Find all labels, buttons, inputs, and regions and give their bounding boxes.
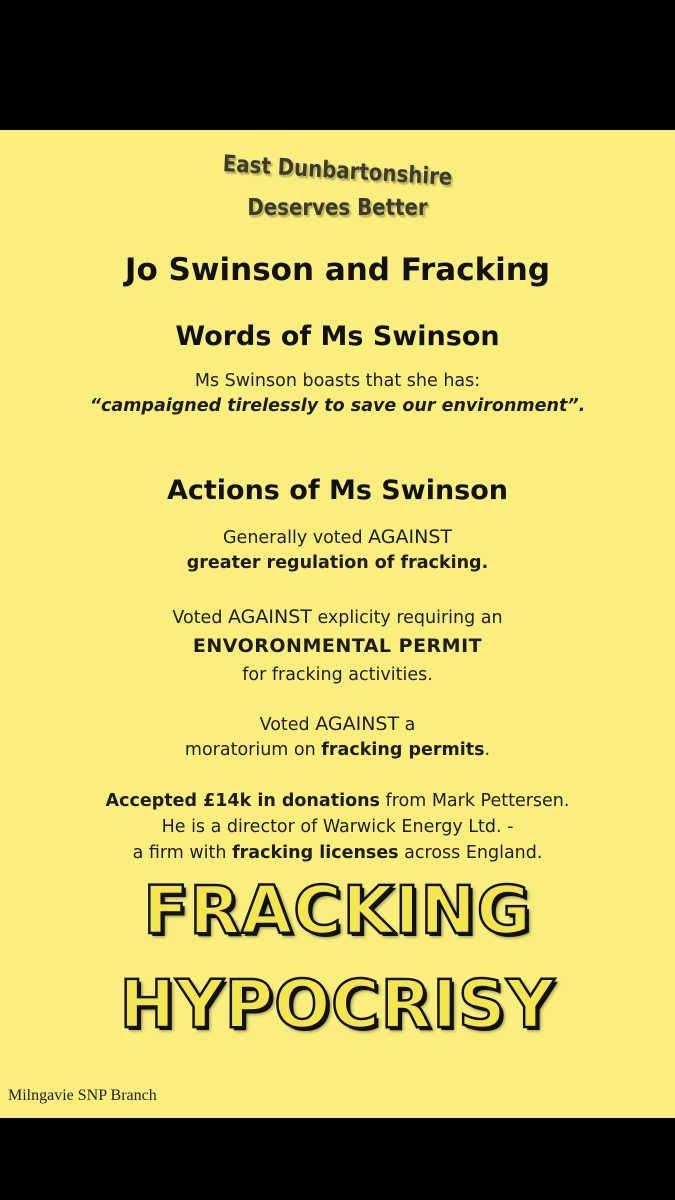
masthead-line-1: East Dunbartonshire [222,151,453,191]
item4-line3-pre: a firm with [132,843,233,863]
words-intro: Ms Swinson boasts that she has: [194,371,481,391]
item1-line2: greater regulation of fracking. [186,553,489,573]
item1-pre: Generally voted [223,528,369,548]
item1-against: AGAINST [368,526,452,548]
item2-line1 [0,608,675,628]
item3-pre: Voted [259,715,316,735]
words-quote: “campaigned tirelessly to save our environment”. [89,396,586,416]
item2-post: explicity requiring an [311,608,503,628]
item2-line2: ENVORONMENTAL PERMIT [192,635,483,657]
item3-line1 [0,715,675,735]
item3-line2 [0,742,675,760]
item3-against: AGAINST [315,713,400,735]
campaign-poster [0,130,675,1118]
masthead-line-2: Deserves Better [247,195,428,221]
actions-heading: Actions of Ms Swinson [166,475,509,506]
item2-pre: Voted [172,608,228,628]
item3-line2-pre: moratorium on [184,740,322,760]
item1-line1 [0,528,675,548]
item4-line3-bold: fracking licenses [232,843,399,863]
item4-line1 [0,793,675,811]
item2-against: AGAINST [228,606,312,628]
slogan-line-2: HYPOCRISY [119,966,556,1043]
item4-line3 [0,845,675,863]
item4-line3-post: across England. [398,843,543,863]
slogan-line-1: FRACKING [143,872,532,949]
item3-post: a [399,715,416,735]
item3-line2-post: . [484,740,491,760]
item4-bold: Accepted £14k in donations [105,791,380,811]
item4-post: from Mark Pettersen. [379,791,570,811]
poster-title: Jo Swinson and Fracking [124,252,551,288]
words-heading: Words of Ms Swinson [175,321,500,352]
item3-line2-bold: fracking permits [321,740,485,760]
branch-credit: Milngavie SNP Branch [8,1087,157,1104]
item4-line2: He is a director of Warwick Energy Ltd. - [161,817,514,837]
item2-line3: for fracking activities. [242,665,433,685]
